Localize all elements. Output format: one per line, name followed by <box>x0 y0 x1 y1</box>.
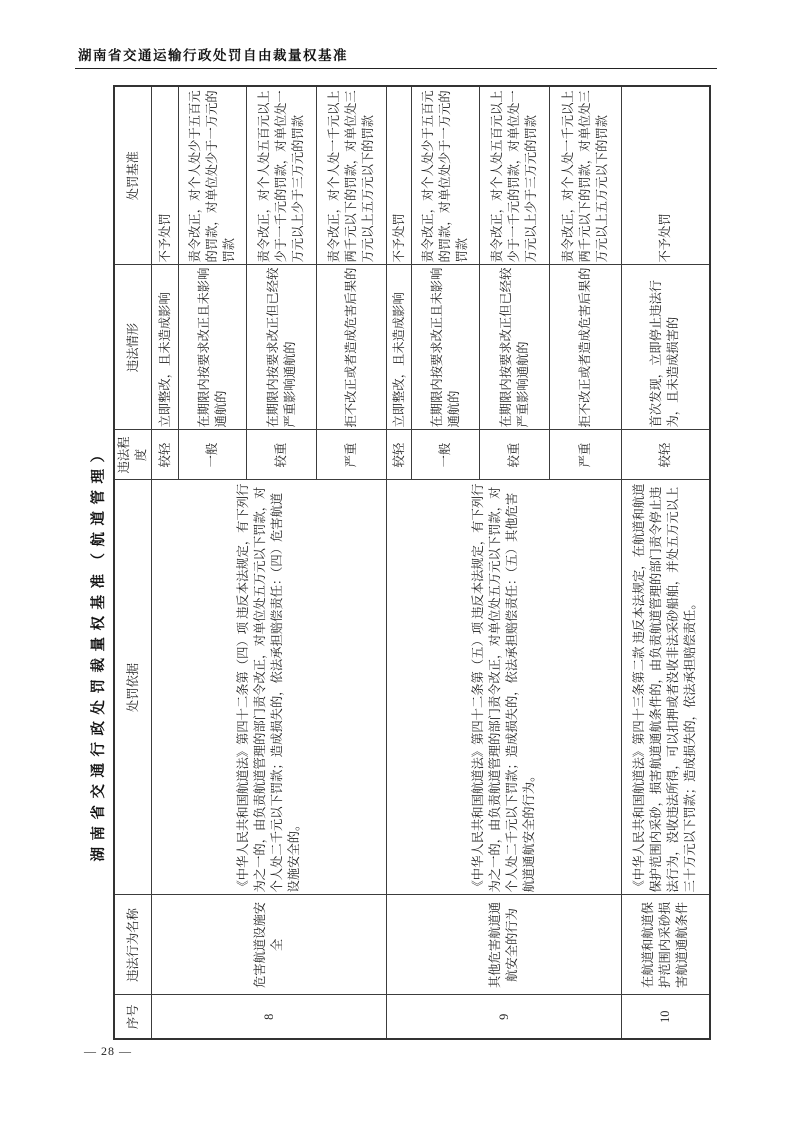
col-header-seq: 序号 <box>114 995 152 1039</box>
cell-standard: 责令改正，对个人处五百元以上少于一千元的罚款，对单位处一万元以上少于三万元的罚款 <box>480 86 550 265</box>
cell-situation: 拒不改正或者造成危害后果的 <box>550 265 622 430</box>
header-rule <box>75 68 717 69</box>
table-row <box>622 86 710 1039</box>
cell-situation: 首次发现，立即停止违法行为，且未造成损害的 <box>622 265 710 430</box>
cell-seq: 9 <box>387 995 622 1039</box>
cell-standard: 不予处罚 <box>152 86 179 265</box>
cell-seq: 10 <box>622 995 710 1039</box>
cell-violation-name: 在航道和航道保护范围内采砂损害航道通航条件 <box>622 895 710 995</box>
col-header-basis: 处罚依据 <box>114 480 152 895</box>
cell-degree: 较重 <box>480 430 550 480</box>
cell-penalty-basis: 《中华人民共和国航道法》第四十二条第（五）项 违反本法规定，有下列行为之一的，由负责航道管理的部门责令改正，对单位处五万元以下罚款，对个人处二千元以下罚款；造成损失的，依法承担赔偿责任：（五）其他危害航道通航安全的行为。 <box>387 480 622 895</box>
cell-degree: 较轻 <box>387 430 412 480</box>
cell-seq: 8 <box>152 995 387 1039</box>
cell-standard: 责令改正，对个人处少于五百元的罚款，对单位处少于一万元的罚款 <box>179 86 247 265</box>
penalty-table <box>113 85 711 1040</box>
cell-degree: 一般 <box>179 430 247 480</box>
cell-situation: 在期限内按要求改正且未影响通航的 <box>179 265 247 430</box>
cell-situation: 在期限内按要求改正且未影响通航的 <box>412 265 480 430</box>
cell-penalty-basis: 《中华人民共和国航道法》第四十三条第二款 违反本法规定，在航道和航道保护范围内采砂，损害航道通航条件的，由负责航道管理的部门责令停止违法行为，没收违法所得，可以扣押或者没收非法采砂船舶，并处五万元以上三十万元以下罚款；造成损失的，依法承担赔偿责任。 <box>622 480 710 895</box>
rotated-table-block <box>83 87 708 1040</box>
col-header-degree: 违法程度 <box>114 430 152 480</box>
cell-standard: 责令改正，对个人处少于五百元的罚款，对单位处少于一万元的罚款 <box>412 86 480 265</box>
cell-situation: 拒不改正或者造成危害后果的 <box>317 265 387 430</box>
cell-standard: 不予处罚 <box>387 86 412 265</box>
cell-situation: 立即整改，且未造成影响 <box>387 265 412 430</box>
cell-violation-name: 其他危害航道通航安全的行为 <box>387 895 622 995</box>
table-row <box>152 86 179 1039</box>
cell-degree: 严重 <box>317 430 387 480</box>
table-row <box>387 86 412 1039</box>
cell-degree: 较轻 <box>152 430 179 480</box>
col-header-standard: 处罚基准 <box>114 86 152 265</box>
cell-situation: 在期限内按要求改正但已经较严重影响通航的 <box>480 265 550 430</box>
table-title: 湖南省交通行政处罚裁量权基准（航道管理） <box>91 441 107 862</box>
cell-degree: 一般 <box>412 430 480 480</box>
cell-situation: 立即整改，且未造成影响 <box>152 265 179 430</box>
cell-degree: 严重 <box>550 430 622 480</box>
table-title-row <box>83 87 109 1040</box>
cell-standard: 不予处罚 <box>622 86 710 265</box>
cell-degree: 较轻 <box>622 430 710 480</box>
col-header-name: 违法行为名称 <box>114 895 152 995</box>
cell-degree: 较重 <box>247 430 317 480</box>
page-number: — 28 — <box>84 1044 132 1058</box>
table-header-row <box>114 86 152 1039</box>
cell-situation: 在期限内按要求改正但已经较严重影响通航的 <box>247 265 317 430</box>
cell-penalty-basis: 《中华人民共和国航道法》第四十二条第（四）项 违反本法规定，有下列行为之一的，由负责航道管理的部门责令改正，对单位处五万元以下罚款，对个人处二千元以下罚款；造成损失的，依法承担赔偿责任：（四）危害航道设施安全的。 <box>152 480 387 895</box>
page-header-title: 湖南省交通运输行政处罚自由裁量权基准 <box>78 48 348 63</box>
col-header-situation: 违法情形 <box>114 265 152 430</box>
cell-standard: 责令改正，对个人处一千元以上两千元以下的罚款，对单位处三万元以上五万元以下的罚款 <box>317 86 387 265</box>
cell-standard: 责令改正，对个人处一千元以上两千元以下的罚款，对单位处三万元以上五万元以下的罚款 <box>550 86 622 265</box>
cell-standard: 责令改正，对个人处五百元以上少于一千元的罚款，对单位处一万元以上少于三万元的罚款 <box>247 86 317 265</box>
cell-violation-name: 危害航道设施安全 <box>152 895 387 995</box>
